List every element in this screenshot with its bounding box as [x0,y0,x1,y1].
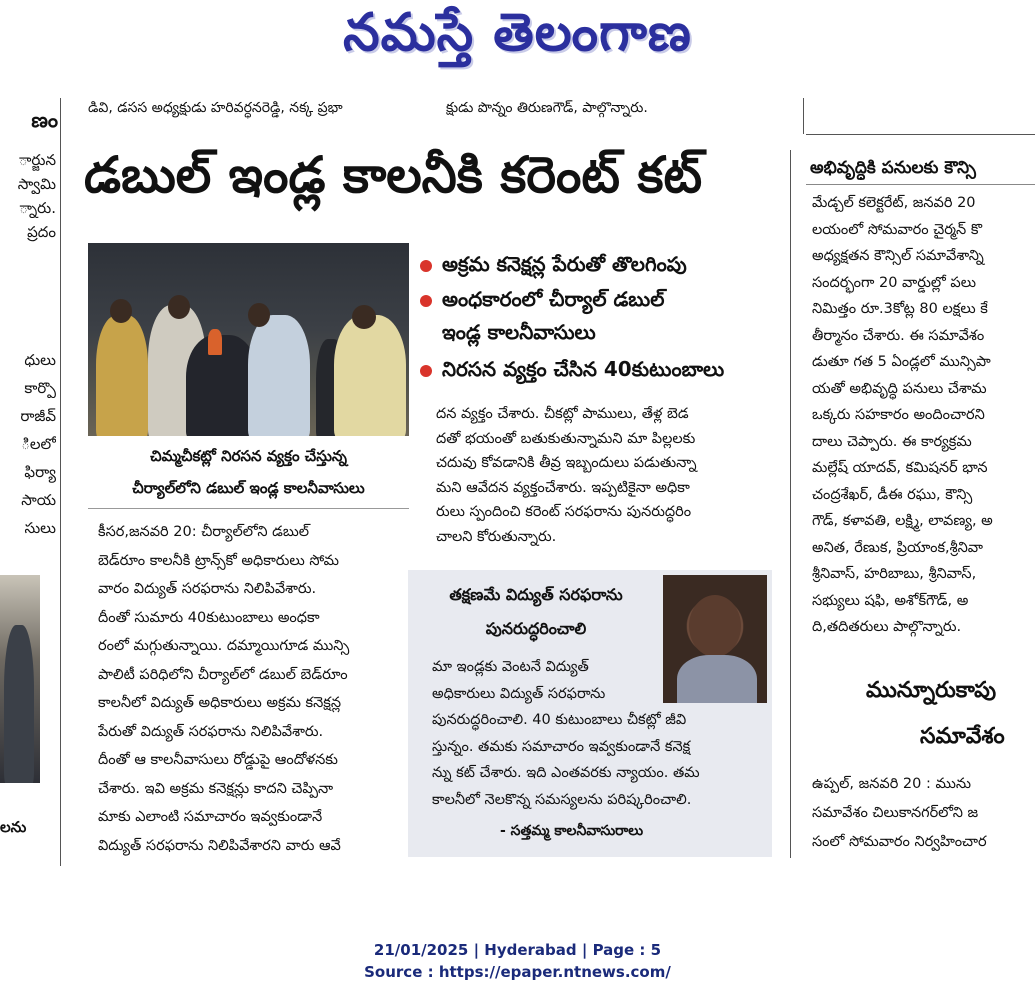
left-fragment-line: ్నారు. [19,199,56,217]
quote-box-title-1: తక్షణమే విద్యుత్ సరఫరాను [449,585,623,604]
quote-box-title-2: పునరుద్ధరించాలి [485,619,587,638]
photo-caption-line-1: చిమ్మచీకట్లో నిరసన వ్యక్తం చేస్తున్న [150,447,347,465]
left-fragment-caption: లను [0,818,27,836]
top-strip-left: డివి, డసస అధ్యక్షుడు హరివర్ధనరెడ్డి, నక్క ప్రభా [88,100,343,116]
right-column-line: నిమిత్తం రూ.3కోట్ల 80 లక్షలు కే [812,301,988,317]
article-body-line: పేరుతో విద్యుత్ సరఫరాను నిలిపివేశారు. [98,723,324,740]
bullet-dot-icon [420,365,432,377]
left-fragment-line: ప్రదం [27,223,56,241]
article-body-line: దీంతో సుమారు 40కుటుంబాలు అంధకా [98,609,320,626]
right-column-headline: అభివృద్ధికి పనులకు కౌన్సి [810,158,976,178]
article-body-line: వారం విద్యుత్ సరఫరాను నిలిపివేశారు. [98,581,317,597]
protest-photo [88,243,409,436]
article-body-line: చాలని కోరుతున్నారు. [436,528,557,545]
article-body-line: మాకు ఎలాంటి సమాచారం ఇవ్వకుండానే [98,809,323,825]
right-column-line: డుతూ గత 5 ఏండ్లలో మున్సిపా [812,354,991,370]
right-column-line: సందర్భంగా 20 వార్డుల్లో పలు [812,274,976,291]
right-column-line: యతో అభివృద్ధి పనులు చేశామ [812,380,987,397]
right-column-line: ఒక్కరు సహకారం అందించారని [812,407,985,423]
column-divider-right [790,150,791,858]
quote-box-line: కాలనీలో నెలకొన్న సమస్యలను పరిష్కరించాలి. [432,791,692,808]
article-body-line: రంలో మగ్గుతున్నాయి. దమ్మాయిగూడ మున్సి [98,638,350,654]
article-body-line: విద్యుత్ సరఫరాను నిలిపివేశారని వారు ఆవే [98,837,341,854]
quote-box-line: పునరుద్ధరించాలి. 40 కుటుంబాలు చీకట్లో జీవి [432,712,687,728]
article-headline: డబుల్ ఇండ్ల కాలనీకి కరెంట్ కట్ [84,146,703,204]
right-column-line: శ్రీనివాస్, హరిబాబు, శ్రీనివాస్, [812,566,977,582]
bullet-item: అంధకారంలో చీర్యాల్ డబుల్ [420,287,790,316]
article-body-line: దన వ్యక్తం చేశారు. చీకట్లో పాములు, తేళ్ల బెడ [436,406,689,422]
article-body-left [98,518,416,860]
right-column-line: చంద్రశేఖర్, డీఈ రఘు, కౌన్సి [812,486,973,503]
right-column-line: అధ్యక్షతన కౌన్సిల్ సమావేశాన్ని [812,248,984,264]
left-fragment-line: కార్పొ [24,379,56,397]
divider [806,134,1035,135]
right-column-line: లయంలో సోమవారం చైర్మన్ కొ [812,221,983,238]
left-fragment-text-b [0,346,56,542]
quote-box-text [432,654,772,813]
article-body-line: దీంతో ఆ కాలనీవాసులు రోడ్డుపై ఆందోళనకు [98,752,338,768]
left-fragment-line: స్వామి [17,175,56,193]
right-sub-body [812,770,1035,857]
column-divider-left [60,98,61,866]
left-fragment-line: ధులు [24,351,56,369]
right-column-body [812,190,1035,641]
right-column-line: సభ్యులు షఫి, అశోక్‌గౌడ్, అ [812,592,969,609]
top-strip-right: క్షుడు పొన్నం తిరుణగౌడ్, పాల్గొన్నారు. [446,100,648,116]
left-fragment-line: సులు [24,519,56,537]
article-body-line: కీసర,జనవరి 20: చీర్యాల్‌లోని డబుల్ [98,524,310,540]
article-body-mid [436,402,776,549]
left-fragment-line: ఫిర్యా [24,463,56,481]
right-sub-line: సమావేశం చిలుకానగర్‌లోని జ [812,805,979,821]
photo-caption-line-2: చీర్యాల్‌లోని డబుల్ ఇండ్ల కాలనీవాసులు [132,479,365,497]
quote-signature: - సత్తమ్మ కాలనీవాసురాలు [500,823,644,839]
masthead-title: నమస్తే తెలంగాణ [343,2,692,63]
article-body-line: చేశారు. ఇవి అక్రమ కనెక్షన్లు కాదని చెప్పినా [98,780,334,797]
article-body-line: దతో భయంతో బతుకుతున్నామని మా పిల్లలకు [436,430,696,447]
right-column-line: అనిత, రేణుక, ప్రియాంక,శ్రీనివా [812,539,983,556]
footer-source-line: Source : https://epaper.ntnews.com/ [364,963,671,981]
right-column-line: తీర్మానం చేశారు. ఈ సమావేశం [812,327,985,344]
bullet-item: నిరసన వ్యక్తం చేసిన 40కుటుంబాలు [420,357,790,386]
left-fragment-line: ార్జున [18,151,56,169]
article-body-line: కాలనీలో విద్యుత్ అధికారులు అక్రమ కనెక్షన్ల [98,695,342,711]
left-fragment-text-a [0,148,56,244]
bullet-list [420,252,790,386]
article-body-line: చదువు కోవడానికి తీవ్ర ఇబ్బందులు పడుతున్నా [436,455,697,471]
quote-box-line: అధికారులు విద్యుత్ సరఫరాను [432,685,606,702]
bullet-dot-icon [420,295,432,307]
article-body-line: రులు స్పందించి కరెంట్ సరఫరాను పునరుద్ధరిం [436,504,692,520]
right-sub-line: సంలో సోమవారం నిర్వహించార [812,834,987,850]
quote-box-line: స్తున్నం. తమకు సమాచారం ఇవ్వకుండానే కనెక్ష [432,738,691,755]
quote-box-line: న్ను కట్ చేశారు. ఇది ఎంతవరకు న్యాయం. తమ [432,765,700,781]
right-headline-rule [806,184,1035,185]
right-column-line: మల్లేష్ యాదవ్, కమిషనర్ భాన [812,460,988,476]
right-sub-headline-2: సమావేశం [920,724,1005,749]
article-body-line: పాలిటీ పరిధిలోని చీర్యాల్‌లో డబుల్ బెడ్‌రూం [98,666,348,683]
bullet-item: అక్రమ కనెక్షన్ల పేరుతో తొలగింపు [420,252,790,281]
left-fragment-photo [0,575,40,783]
left-fragment-line: సాయ [21,491,56,509]
left-fragment-heading: ణం [31,108,58,132]
article-body-line: బెడ్‌రూం కాలనీకి ట్రాన్స్‌కో అధికారులు సోమ [98,552,339,569]
left-fragment-column [0,108,58,137]
right-column-line: ది,తదితరులు పాల్గొన్నారు. [812,619,962,635]
column-divider-top-right [803,98,804,134]
caption-rule [88,508,409,509]
right-column-line: గౌడ్, కళావతి, లక్ష్మి, లావణ్య, అ [812,513,993,529]
right-sub-line: ఉప్పల్, జనవరి 20 : మును [812,776,972,792]
article-body-line: మని ఆవేదన వ్యక్తంచేశారు. ఇప్పటికైనా అధికా [436,479,690,496]
bullet-item-continuation: ఇండ్ల కాలనీవాసులు [442,320,596,344]
left-fragment-line: ిలలో [21,435,56,453]
quote-box-line: మా ఇండ్లకు వెంటనే విద్యుత్ [432,659,589,675]
right-column-line: దాలు చెప్పారు. ఈ కార్యక్రమ [812,433,972,450]
bullet-dot-icon [420,260,432,272]
right-column-line: మేడ్చల్ కలెక్టరేట్, జనవరి 20 [812,195,976,211]
footer-date-line: 21/01/2025 | Hyderabad | Page : 5 [373,941,662,959]
left-fragment-line: రాజీవ్ [20,407,56,425]
right-sub-headline-1: మున్నూరుకాపు [866,678,997,703]
